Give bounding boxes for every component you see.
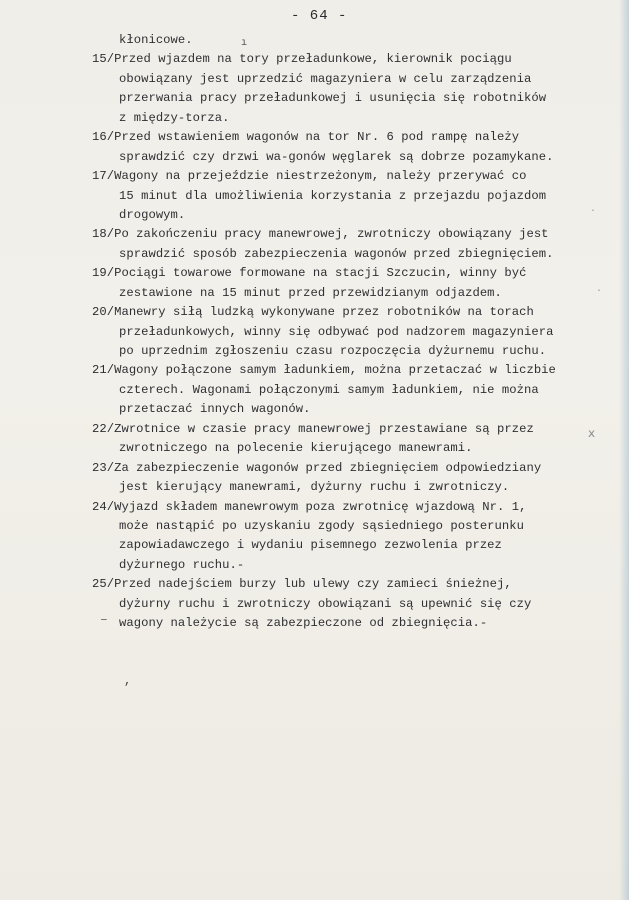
text-line: może nastąpić po uzyskaniu zgody sąsiedniego posterunku [119, 518, 525, 533]
ink-dot-mark: , [124, 674, 132, 688]
text-line: kłonicowe. [119, 33, 193, 47]
text-line: 21/Wagony połączone samym ładunkiem, można przetaczać w liczbie [92, 363, 556, 378]
ink-stray-mark: ⅹ [588, 427, 596, 441]
ink-tick-mark: ı [241, 38, 248, 49]
text-line: dyżurnego ruchu.- [119, 557, 245, 572]
text-line: 15/Przed wjazdem na tory przeładunkowe, kierownik pociągu [92, 52, 512, 67]
text-line: sprawdzić czy drzwi wa-gonów węglarek są dobrze pozamykane. [119, 149, 554, 164]
text-line: po uprzednim zgłoszeniu czasu rozpoczęcia dyżurnemu ruchu. [119, 344, 547, 358]
text-line: 23/Za zabezpieczenie wagonów przed zbiegnięciem odpowiedziany [92, 460, 542, 475]
text-line: czterech. Wagonami połączonymi samym ładunkiem, nie można [119, 382, 539, 397]
text-line: 24/Wyjazd składem manewrowym poza zwrotnicę wjazdową Nr. 1, [92, 499, 527, 514]
text-line: obowiązany jest uprzedzić magazyniera w celu zarządzenia [119, 71, 532, 86]
text-line: 25/Przed nadejściem burzy lub ulewy czy zamieci śnieżnej, [92, 577, 512, 592]
text-line: 22/Zwrotnice w czasie pracy manewrowej przestawiane są przez [92, 421, 534, 436]
text-line: 15 minut dla umożliwienia korzystania z przejazdu pojazdom [119, 188, 547, 203]
text-line: z między-torza. [119, 110, 230, 125]
typed-text-body [92, 31, 612, 634]
page-edge-shadow [619, 0, 629, 900]
text-line: przetaczać innych wagonów. [119, 402, 311, 417]
margin-dash-mark: – [100, 612, 108, 627]
text-line: jest kierujący manewrami, dyżurny ruchu i zwrotniczy. [119, 480, 510, 495]
text-line: zestawione na 15 minut przed przewidzianym odjazdem. [119, 285, 502, 300]
text-line: zwrotniczego na polecenie kierującego manewrami. [119, 441, 473, 456]
text-line: przerwania pracy przeładunkowej i usunięcia się robotników [119, 91, 547, 106]
text-line: 20/Manewry siłą ludzką wykonywane przez robotników na torach [92, 305, 534, 320]
text-line: drogowym. [119, 207, 186, 222]
paper-speck: · [590, 206, 597, 217]
text-line: wagony należycie są zabezpieczone od zbiegnięcia.- [119, 616, 488, 631]
text-line: przeładunkowych, winny się odbywać pod nadzorem magazyniera [119, 324, 554, 339]
text-line: dyżurny ruchu i zwrotniczy obowiązani są upewnić się czy [119, 596, 532, 611]
text-line: 17/Wagony na przejeździe niestrzeżonym, należy przerywać co [92, 169, 527, 184]
paper-speck: · [596, 286, 603, 297]
page-number: - 64 - [291, 8, 348, 24]
text-line: 16/Przed wstawieniem wagonów na tor Nr. 6 pod rampę należy [92, 130, 520, 145]
text-line: sprawdzić sposób zabezpieczenia wagonów przed zbiegnięciem. [119, 246, 554, 261]
text-line: 18/Po zakończeniu pracy manewrowej, zwrotniczy obowiązany jest [92, 227, 549, 242]
text-line: 19/Pociągi towarowe formowane na stacji Szczucin, winny być [92, 266, 527, 281]
text-line: zapowiadawczego i wydaniu pisemnego zezwolenia przez [119, 538, 502, 553]
